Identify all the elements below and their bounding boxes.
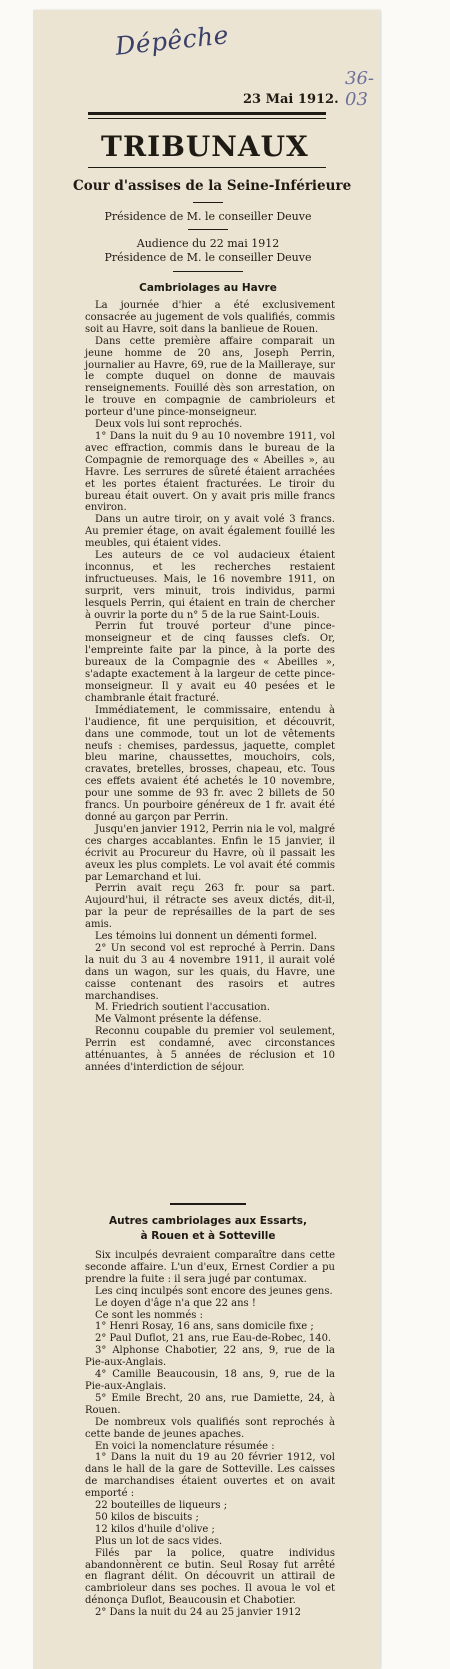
section-title-essarts: Autres cambriolages aux Essarts, — [109, 1215, 307, 1227]
paragraph: Les auteurs de ce vol audacieux étaient inconnus, et les recherches restaient infructueuses. Mais, le 16 novembre 1911, on surprit, vers minuit, trois individus, parmi lesquels Perrin, qui étaient en train de chercher à ouvrir la porte du n° 5 de la rue Saint-Louis. — [85, 550, 335, 621]
paragraph: La journée d'hier a été exclusivement consacrée au jugement de vols qualifiés, commis soit au Havre, soit dans la banlieue de Rouen. — [85, 300, 335, 335]
paragraph: Six inculpés devraient comparaître dans cette seconde affaire. L'un d'eux, Ernest Cordier a pu prendre la fuite : il sera jugé par contumax. — [85, 1250, 335, 1285]
paragraph: 1° Dans la nuit du 19 au 20 février 1912, vol dans le hall de la gare de Sotteville. Les caisses de marchandises étaient ouvertes et on avait emporté : — [85, 1452, 335, 1500]
handwritten-newspaper-name: Dépêche — [113, 20, 231, 61]
paragraph: 4° Camille Beaucousin, 18 ans, 9, rue de la Pie-aux-Anglais. — [85, 1369, 335, 1392]
paragraph: Plus un lot de sacs vides. — [95, 1535, 223, 1547]
section-subtitle-essarts: à Rouen et à Sotteville — [140, 1230, 276, 1242]
section-separator — [170, 1203, 246, 1205]
paragraph: Filés par la police, quatre individus abandonnèrent ce butin. Seul Rosay fut arrêté en flagrant délit. On découvrit un attirail de cambrioleur dans ses poches. Il avoua le vol et dénonça Duflot, Beaucousin et Chabotier. — [85, 1547, 335, 1607]
header-rule-thick — [88, 112, 326, 115]
paragraph: 12 kilos d'huile d'olive ; — [95, 1523, 215, 1535]
paragraph: 2° Dans la nuit du 24 au 25 janvier 1912 — [95, 1607, 301, 1619]
paragraph: De nombreux vols qualifiés sont reprochés à cette bande de jeunes apaches. — [85, 1416, 335, 1440]
article-body-havre — [85, 300, 335, 1074]
article-body-essarts — [85, 1250, 335, 1619]
paragraph: Ce sont les nommés : — [95, 1309, 203, 1321]
paragraph: Perrin avait reçu 263 fr. pour sa part. Aujourd'hui, il rétracte ses aveux dictés, dit-il, par la peur de représailles de la part de ses amis. — [85, 883, 335, 931]
paragraph: Perrin fut trouvé porteur d'une pince-monseigneur et de cinq fausses clefs. Or, l'empreinte faite par la pince, à la porte des bureaux de la Compagnie des « Abeilles », s'adapte exactement à la largeur de cette pince-monseigneur. Il y avait eu 40 pesées et le chambranle était fracturé. — [85, 621, 335, 704]
heading-rule — [88, 167, 326, 168]
page-heading: TRIBUNAUX — [101, 130, 309, 163]
paragraph: Dans un autre tiroir, on y avait volé 3 francs. Au premier étage, on avait également fouillé les meubles, qui étaient vides. — [85, 514, 335, 550]
header-rule-thin — [88, 118, 326, 119]
publication-date: 23 Mai 1912. — [243, 92, 339, 107]
paragraph: Reconnu coupable du premier vol seulement, Perrin est condamné, avec circonstances atténuantes, à 5 années de réclusion et 10 années d'interdiction de séjour. — [85, 1026, 335, 1073]
ornament-dash — [188, 229, 228, 230]
paragraph: 22 bouteilles de liqueurs ; — [95, 1500, 228, 1512]
paragraph: Jusqu'en janvier 1912, Perrin nia le vol, malgré ces charges accablantes. Enfin le 15 janvier, il écrivit au Procureur du Havre, où il passait les aveux les plus complets. Le vol avait été commis par Lemarchand et lui. — [85, 823, 335, 883]
paragraph: Dans cette première affaire comparait un jeune homme de 20 ans, Joseph Perrin, journalier au Havre, 69, rue de la Mailleraye, sur le compte duquel on donne de mauvais renseignements. Fouillé dès son arrestation, on le trouve en compagnie de cambrioleurs et porteur d'une pince-monseigneur. — [85, 335, 335, 419]
paragraph: 2° Un second vol est reproché à Perrin. Dans la nuit du 3 au 4 novembre 1911, il aurait volé dans un wagon, sur les quais, du Havre, une caisse contenant des rasoirs et autres marchandises. — [85, 942, 335, 1002]
paragraph: 50 kilos de biscuits ; — [95, 1511, 199, 1523]
section-title-havre: Cambriolages au Havre — [139, 282, 277, 294]
paragraph: Les cinq inculpés sont encore des jeunes gens. — [95, 1285, 333, 1297]
paragraph: Le doyen d'âge n'a que 22 ans ! — [95, 1297, 256, 1309]
paragraph: 3° Alphonse Chabotier, 22 ans, 9, rue de la Pie-aux-Anglais. — [85, 1345, 335, 1369]
paragraph: Me Valmont présente la défense. — [95, 1014, 262, 1026]
ornament-dash — [193, 202, 223, 203]
presidency-line: Présidence de M. le conseiller Deuve — [104, 210, 312, 223]
paragraph: 1° Dans la nuit du 9 au 10 novembre 1911, vol avec effraction, commis dans le bureau de la Compagnie de remorquage des « Abeilles », au Havre. Les serrures de sûreté étaient arrachées et les portes étaient fracturées. Le tiroir du bureau était ouvert. On y avait pris mille francs environ. — [85, 430, 335, 514]
paragraph: 2° Paul Duflot, 21 ans, rue Eau-de-Robec, 140. — [95, 1333, 332, 1345]
paragraph: Deux vols lui sont reprochés. — [95, 419, 243, 431]
handwritten-reference-number: 36-03 — [345, 68, 374, 110]
paragraph: 5° Emile Brecht, 20 ans, rue Damiette, 24, à Rouen. — [85, 1392, 335, 1416]
paragraph: Immédiatement, le commissaire, entendu à l'audience, fit une perquisition, et découvrit, dans une commode, tout un lot de vêtements neufs : chemises, pardessus, jaquette, complet bleu marine, chaussettes, mouchoirs, cols, cravates, bretelles, brosses, chapeau, etc. Tous ces effets avaient été achetés le 10 novembre, pour une somme de 93 fr. avec 2 billets de 50 francs. Un pourboire généreux de 1 fr. avait été donné au garçon par Perrin. — [85, 704, 335, 823]
paragraph: En voici la nomenclature résumée : — [95, 1440, 275, 1452]
paragraph: 1° Henri Rosay, 16 ans, sans domicile fixe ; — [95, 1321, 314, 1333]
paragraph: M. Friedrich soutient l'accusation. — [95, 1002, 270, 1014]
paragraph: Les témoins lui donnent un démenti formel. — [95, 931, 318, 943]
audience-date: Audience du 22 mai 1912 — [136, 237, 280, 250]
court-name: Cour d'assises de la Seine-Inférieure — [73, 178, 352, 194]
newspaper-clipping — [33, 10, 380, 1669]
section-separator — [173, 271, 243, 272]
audience-presidency: Présidence de M. le conseiller Deuve — [104, 251, 312, 264]
